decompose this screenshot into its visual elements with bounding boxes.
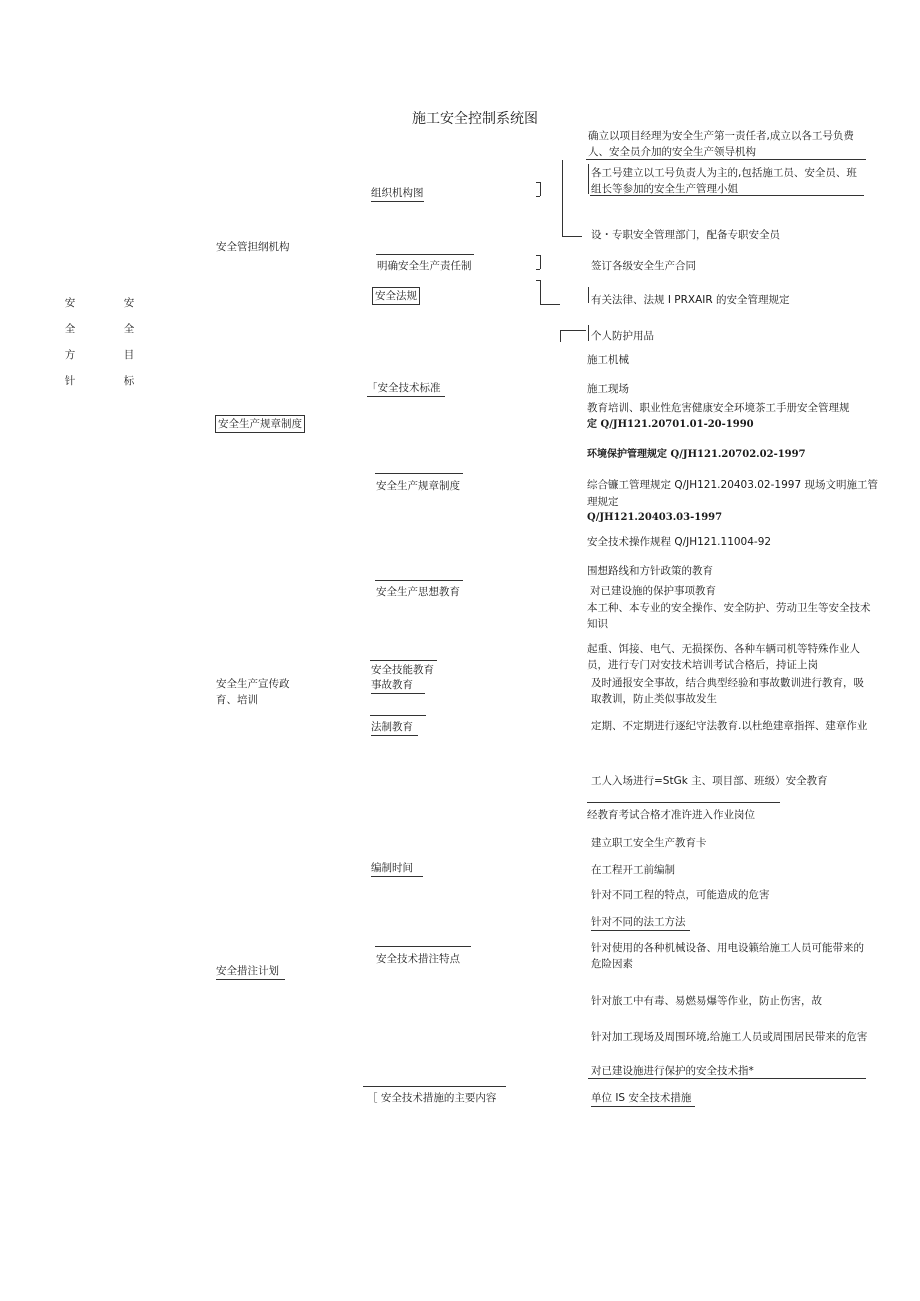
goal-char: 标	[123, 375, 135, 387]
item-rule-1b: 定 Q/JH121.20701.01-20-1990	[587, 419, 754, 430]
divider	[375, 473, 463, 474]
item-rule-3c: Q/JH121.20403.03-1997	[587, 512, 723, 523]
item-std-2: 施工机械	[587, 354, 629, 366]
item-edu-6: 定期、不定期进行逐纪守法教育.以杜绝建章指挥、建章作业	[591, 720, 868, 732]
policy-char: 安	[64, 297, 76, 309]
item-plan-6: 针对加工现场及周围环境,给施工人员或周围居民带来的危害	[591, 1031, 868, 1043]
item-edu-3: 本工种、本专业的安全操作、安全防护、劳动卫生等安全技术知识	[587, 602, 871, 630]
divider	[376, 254, 474, 255]
item-plan-3: 针对不同的法工方法	[591, 914, 690, 931]
goal-column	[122, 290, 136, 394]
connector	[562, 160, 563, 236]
node-tech-standard: 「安全技术标准	[367, 380, 445, 397]
item-rule-2: 环境保护管理规定 Q/JH121.20702.02-1997	[587, 449, 806, 460]
item-org-1: 确立以项目经理为安全生产第一责任者,成立以各工号负费人、安全员介加的安全生产领导机构	[588, 130, 854, 158]
bracket	[540, 182, 541, 196]
item-edu-7: 工人入场进行=StGk 主、项目部、班级）安全教育	[591, 775, 828, 787]
item-law-1: 有关法律、法规 I PRXAIR 的安全管理规定	[591, 294, 790, 306]
connector	[588, 325, 589, 341]
node-law-education: 法制教育	[371, 719, 418, 736]
item-edu-9: 建立职工安全生产教育卡	[591, 837, 707, 849]
bracket	[540, 255, 541, 269]
page-title: 施工安全控制系统图	[412, 111, 538, 127]
connector	[560, 330, 561, 342]
divider	[590, 195, 864, 196]
goal-char: 目	[123, 349, 135, 361]
divider	[375, 946, 471, 947]
divider	[363, 1086, 506, 1087]
divider	[586, 159, 866, 160]
item-rule-1a: 教育培训、职业性危害健康安全环境茶工手册安全管理规	[587, 402, 850, 414]
divider	[587, 802, 780, 803]
node-safety-education: 安全生产宣传政育、培训	[216, 678, 290, 706]
item-org-3: 设・专职安全管理部门，配备专职安全员	[591, 229, 780, 241]
bracket	[536, 196, 540, 197]
node-rules-system: 安全生产规章制度	[376, 480, 460, 492]
connector	[560, 330, 586, 331]
item-std-3: 施工现场	[587, 383, 629, 395]
item-org-2: 各工号建立以工号负责人为主的,包括施工员、安全员、班组长等参加的安全生产管理小姐	[591, 167, 857, 195]
item-plan-5: 针对旅工中有毒、易燃易爆等作业，防止伤害，故	[591, 995, 822, 1007]
node-safety-law: 安全法规	[372, 287, 420, 305]
item-edu-5: 及时通报安全事故，结合典型经验和事故數训进行教育，吸取教训，防止类似事故发生	[591, 677, 864, 705]
node-thought-education: 安全生产思想教育	[376, 586, 460, 598]
item-plan-1: 在工程开工前编制	[591, 864, 675, 876]
item-std-1: 个人防护用品	[591, 330, 654, 342]
item-plan-4: 针对使用的各种机械设备、用电设籁给施工人员可能带来的危险因素	[591, 942, 864, 970]
node-accident-education: 事故教育	[371, 677, 425, 694]
item-plan-8: 单位 IS 安全技术措施	[591, 1090, 695, 1107]
item-edu-4: 起重、饵接、电气、无损探伤、各种车辆司机等特殊作业人员，进行专门对安技术培训考试合格后，持证上岗	[587, 643, 860, 671]
policy-column	[63, 290, 77, 394]
connector	[562, 236, 582, 237]
divider	[370, 660, 437, 661]
item-resp-1: 签订各级安全生产合同	[591, 260, 696, 272]
divider	[370, 715, 426, 716]
item-edu-1: 围想路线和方针政策的教育	[587, 565, 713, 577]
item-plan-2: 针对不同工程的特点，可能造成的危害	[591, 889, 770, 901]
divider	[375, 580, 463, 581]
bracket	[540, 280, 541, 304]
item-edu-2: 对已建设施的保护事项教育	[590, 585, 716, 597]
node-org-chart: 组织机构图	[371, 185, 424, 202]
node-tech-features: 安全技术措注特点	[376, 953, 460, 965]
node-safety-plan: 安全措注计划	[216, 963, 285, 980]
node-skill-education: 安全技能教育	[371, 664, 434, 676]
node-safety-rules: 安全生产规章制度	[215, 415, 305, 433]
bracket	[540, 304, 560, 305]
node-org-management: 安全管担纲机构	[216, 241, 290, 253]
connector	[588, 287, 589, 303]
policy-char: 全	[64, 323, 76, 335]
policy-char: 针	[64, 375, 76, 387]
divider	[588, 1078, 866, 1079]
item-edu-8: 经教育考试合格才准许进入作业岗位	[587, 809, 755, 821]
node-schedule-time: 编制时间	[371, 860, 423, 877]
bracket	[536, 269, 540, 270]
connector	[588, 164, 589, 194]
item-rule-3a: 综合镰工管理规定 Q/JH121.20403.02-1997 现场文明施工管	[587, 479, 878, 491]
node-tech-content: ［ 安全技术措施的主要内容	[367, 1092, 497, 1104]
item-rule-3b: 理规定	[587, 496, 619, 508]
node-responsibility: 明确安全生产责任制	[377, 260, 472, 272]
item-rule-4: 安全技术操作规程 Q/JH121.11004-92	[587, 536, 772, 548]
goal-char: 全	[123, 323, 135, 335]
item-plan-7: 对已建设施进行保护的安全技术指*	[591, 1065, 754, 1077]
policy-char: 方	[64, 349, 76, 361]
goal-char: 安	[123, 297, 135, 309]
